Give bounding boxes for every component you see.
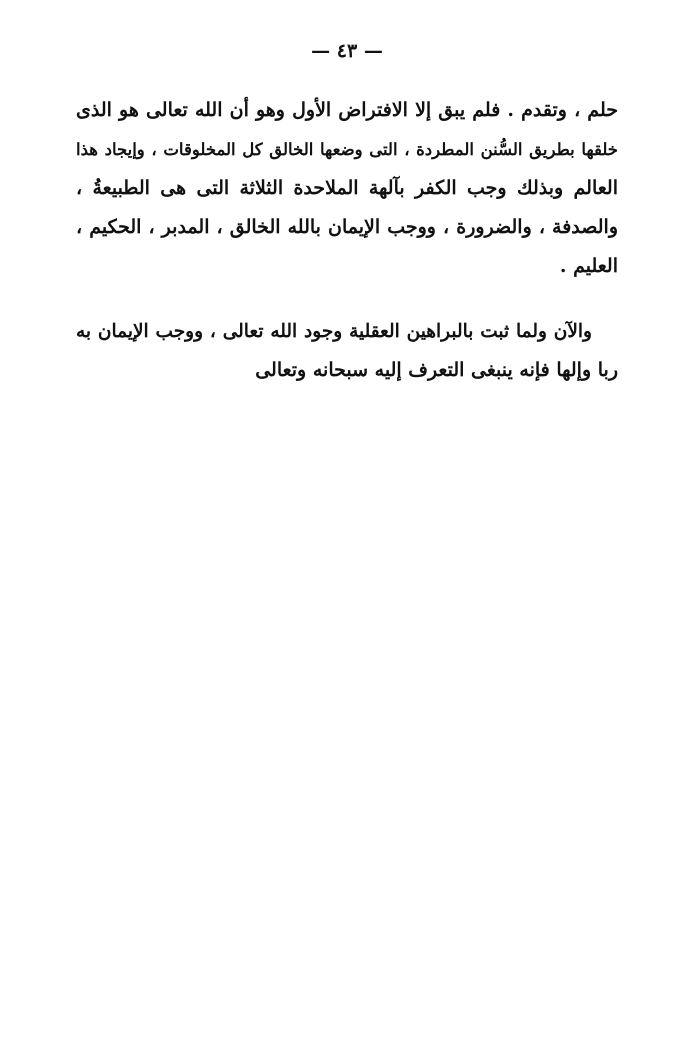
paragraph-2 bbox=[76, 312, 618, 390]
text-line: ربا وإلها فإنه ينبغى التعرف إليه سبحانه وتعالى bbox=[255, 359, 618, 381]
page-number: — ٤٣ — bbox=[311, 40, 383, 62]
text-line: العليم . bbox=[559, 255, 618, 277]
text-line: العالم وبذلك وجب الكفر بآلهة الملاحدة الثلاثة التى هى الطبيعةُ ، bbox=[76, 177, 618, 199]
text-line: والآن ولما ثبت بالبراهين العقلية وجود الله تعالى ، ووجب الإيمان به bbox=[76, 321, 592, 342]
text-line: ُحلم ، وتقدم . فلم يبق إلا الافتراض الأول وهو أن الله تعالى هو الذى bbox=[76, 99, 618, 121]
text-line: والصدفة ، والضرورة ، ووجب الإيمان بالله الخالق ، المدبر ، الحكيم ، bbox=[76, 216, 618, 238]
text-line: خلقها بطريق السُّنن المطردة ، التى وضعها الخالق كل المخلوقات ، وإيجاد هذا bbox=[76, 140, 618, 159]
paragraph-1 bbox=[76, 91, 618, 286]
